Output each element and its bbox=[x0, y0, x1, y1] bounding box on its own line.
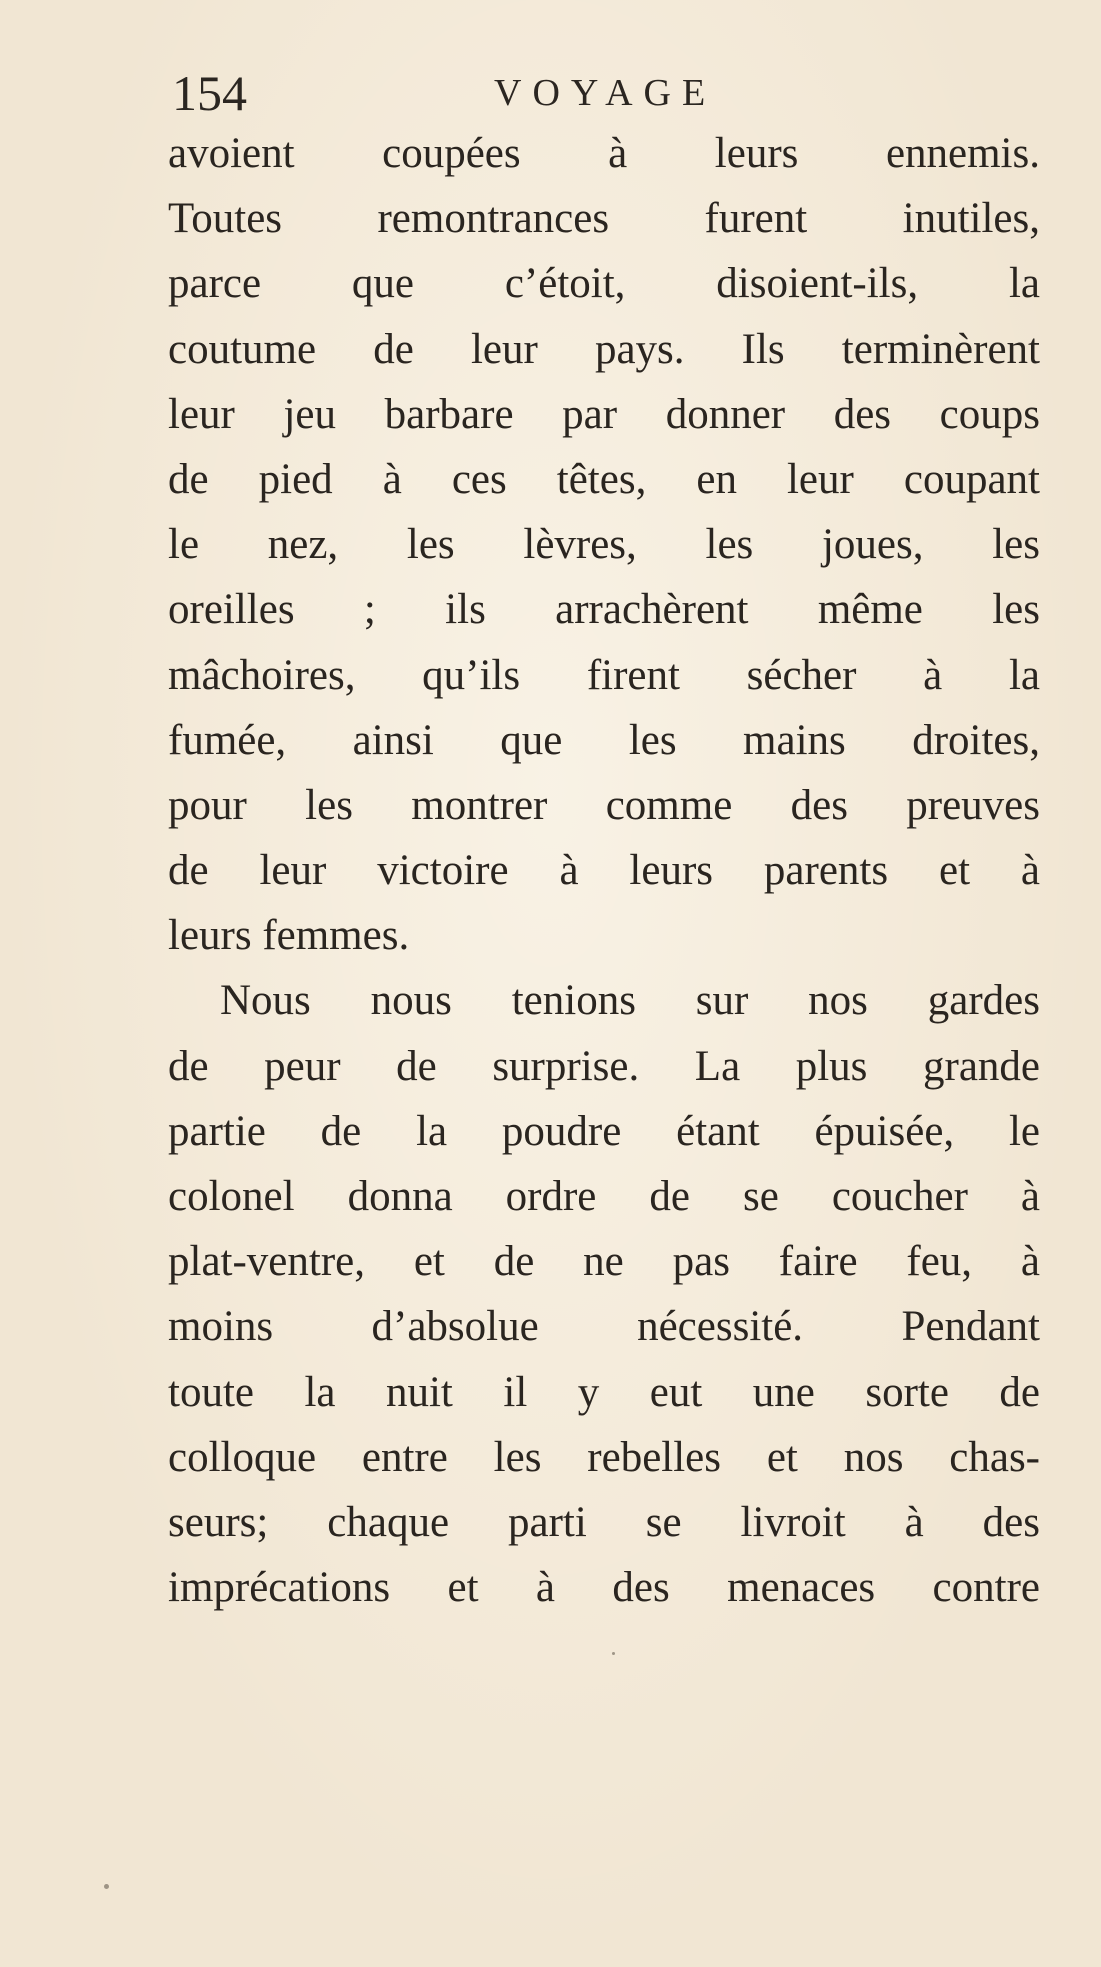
text-line: mâchoires, qu’ils firent sécher à la bbox=[168, 651, 1040, 699]
text-line: coutume de leur pays. Ils terminèrent bbox=[168, 325, 1040, 373]
text-line: de pied à ces têtes, en leur coupant bbox=[168, 455, 1040, 503]
text-line: leur jeu barbare par donner des coups bbox=[168, 390, 1040, 438]
text-line: colonel donna ordre de se coucher à bbox=[168, 1173, 1040, 1220]
text-line: Nous nous tenions sur nos gardes bbox=[220, 977, 1040, 1025]
text-line: plat-ventre, et de ne pas faire feu, à bbox=[168, 1238, 1040, 1286]
text-line: toute la nuit il y eut une sorte de bbox=[168, 1368, 1040, 1416]
text-line: Toutes remontrances furent inutiles, bbox=[168, 195, 1040, 243]
text-line: pour les montrer comme des preuves bbox=[168, 781, 1040, 829]
paper-speck bbox=[104, 1884, 109, 1889]
text-line: seurs; chaque parti se livroit à des bbox=[168, 1498, 1040, 1546]
page-number: 154 bbox=[172, 65, 247, 121]
text-line: leurs femmes. bbox=[168, 912, 410, 960]
text-line: moins d’absolue nécessité. Pendant bbox=[168, 1303, 1040, 1351]
text-line: fumée, ainsi que les mains droites, bbox=[168, 716, 1040, 764]
paper-speck bbox=[612, 1652, 615, 1655]
text-line: oreilles ; ils arrachèrent même les bbox=[168, 586, 1040, 634]
text-line: de leur victoire à leurs parents et à bbox=[168, 847, 1040, 895]
text-line: de peur de surprise. La plus grande bbox=[168, 1042, 1040, 1090]
page-header bbox=[172, 58, 1042, 128]
running-head: VOYAGE bbox=[494, 72, 717, 114]
text-line: colloque entre les rebelles et nos chas- bbox=[168, 1433, 1040, 1481]
text-line: le nez, les lèvres, les joues, les bbox=[168, 521, 1040, 569]
text-line: imprécations et à des menaces contre bbox=[168, 1564, 1040, 1612]
text-line: parce que c’étoit, disoient-ils, la bbox=[168, 260, 1040, 308]
text-line: avoient coupées à leurs ennemis. bbox=[168, 130, 1040, 177]
text-line: partie de la poudre étant épuisée, le bbox=[168, 1107, 1040, 1155]
body-text bbox=[168, 121, 1040, 1620]
